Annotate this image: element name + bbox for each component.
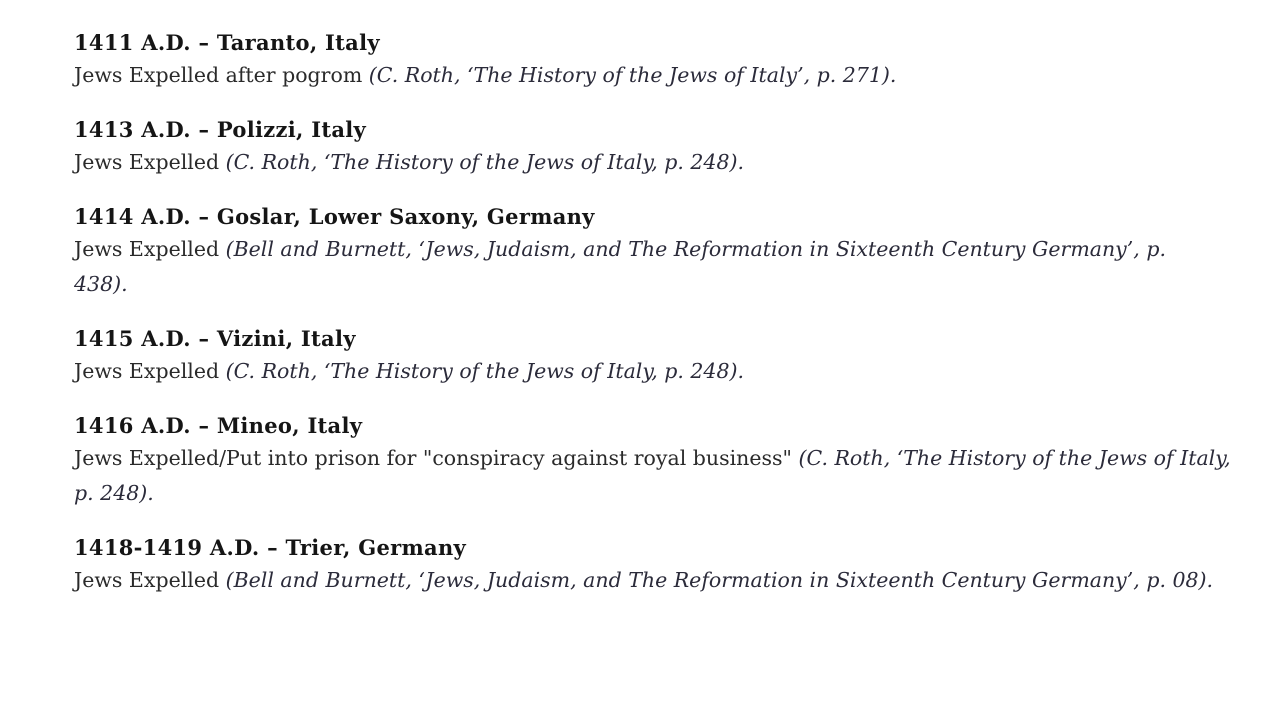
document-page: [74, 27, 1244, 619]
entry-text: Jews Expelled: [74, 150, 226, 174]
entry-body: [74, 58, 1244, 93]
entry-citation: (C. Roth, ‘The History of the Jews of Italy, p. 248).: [225, 150, 745, 174]
entry-polizzi: [74, 114, 1244, 180]
entry-heading: 1414 A.D. – Goslar, Lower Saxony, Germany: [74, 204, 595, 229]
entry-body: [74, 563, 1224, 598]
entry-citation: (C. Roth, ‘The History of the Jews of Italy, p. 248).: [74, 446, 1231, 505]
entry-heading: 1411 A.D. – Taranto, Italy: [74, 30, 380, 55]
entry-text: Jews Expelled: [74, 568, 226, 592]
entry-heading: 1416 A.D. – Mineo, Italy: [74, 413, 363, 438]
entry-text: Jews Expelled: [74, 237, 226, 261]
entry-goslar: [74, 201, 1244, 302]
entry-text: Jews Expelled: [74, 359, 226, 383]
entry-body: [74, 232, 1224, 302]
entry-citation: (C. Roth, ‘The History of the Jews of Italy’, p. 271).: [368, 63, 897, 87]
entry-body: [74, 441, 1244, 511]
entry-citation: (Bell and Burnett, ‘Jews, Judaism, and The Reformation in Sixteenth Century Germany’, p. 438).: [74, 237, 1166, 296]
entry-heading: 1413 A.D. – Polizzi, Italy: [74, 117, 367, 142]
entry-vizini: [74, 323, 1244, 389]
entry-body: [74, 354, 1244, 389]
entry-citation: (C. Roth, ‘The History of the Jews of Italy, p. 248).: [225, 359, 745, 383]
entry-heading: 1418-1419 A.D. – Trier, Germany: [74, 535, 467, 560]
entry-body: [74, 145, 1244, 180]
entry-mineo: [74, 410, 1244, 511]
entry-text: Jews Expelled after pogrom: [74, 63, 369, 87]
entry-text: Jews Expelled/Put into prison for "conspiracy against royal business": [74, 446, 799, 470]
entry-trier: [74, 532, 1244, 598]
entry-taranto: [74, 27, 1244, 93]
entry-citation: (Bell and Burnett, ‘Jews, Judaism, and The Reformation in Sixteenth Century Germany’, p. 08).: [225, 568, 1214, 592]
entry-heading: 1415 A.D. – Vizini, Italy: [74, 326, 356, 351]
